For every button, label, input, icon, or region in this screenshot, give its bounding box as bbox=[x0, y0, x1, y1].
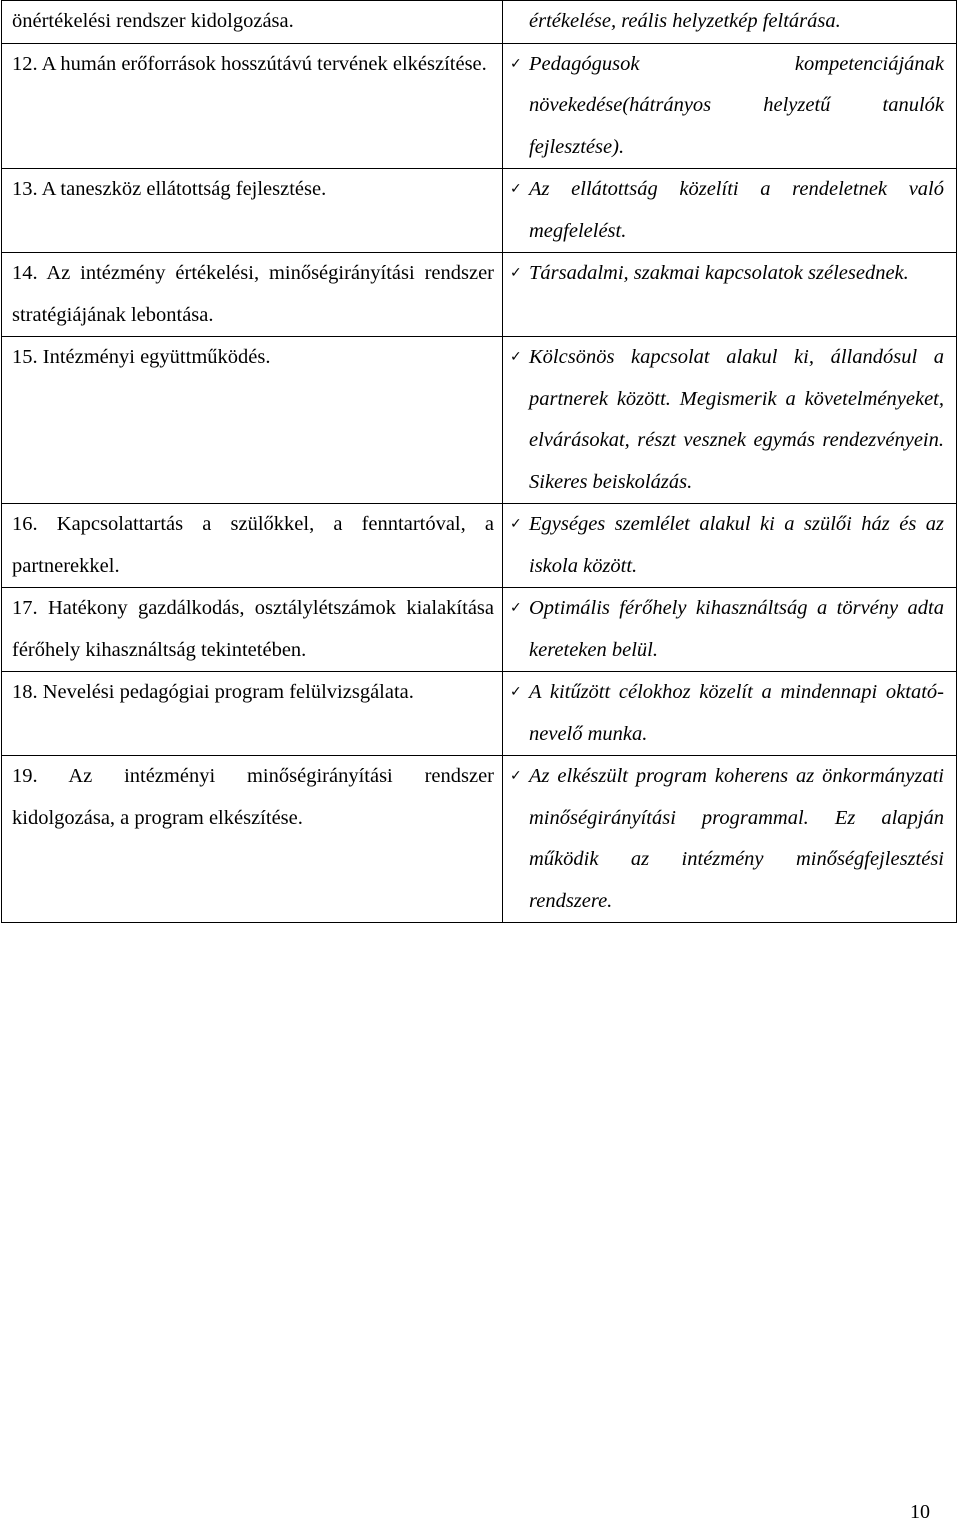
development-plan-table bbox=[1, 0, 957, 923]
checkmark-icon: ✓ bbox=[510, 684, 522, 700]
goal-cell: 19. Az intézményi minőségirányítási rendszer kidolgozása, a program elkészítése. bbox=[2, 756, 503, 923]
result-cell bbox=[503, 337, 957, 504]
result-cell bbox=[503, 169, 957, 253]
result-cell bbox=[503, 253, 957, 337]
result-text: értékelése, reális helyzetkép feltárása. bbox=[529, 10, 841, 32]
checkmark-icon: ✓ bbox=[510, 181, 522, 197]
checkmark-icon: ✓ bbox=[510, 768, 522, 784]
table-row bbox=[2, 253, 957, 337]
result-cell bbox=[503, 756, 957, 923]
result-cell bbox=[503, 588, 957, 672]
table-row bbox=[2, 169, 957, 253]
goal-cell: 14. Az intézmény értékelési, minőségirányítási rendszer stratégiájának lebontása. bbox=[2, 253, 503, 337]
result-text: Optimális férőhely kihasználtság a törvény adta kereteken belül. bbox=[529, 597, 944, 661]
goal-cell: 15. Intézményi együttműködés. bbox=[2, 337, 503, 504]
result-text: Az ellátottság közelíti a rendeletnek való megfelelést. bbox=[529, 178, 944, 242]
table-row bbox=[2, 672, 957, 756]
checkmark-icon: ✓ bbox=[510, 55, 522, 72]
result-cell bbox=[503, 504, 957, 588]
result-text: Egységes szemlélet alakul ki a szülői ház és az iskola között. bbox=[529, 513, 944, 577]
result-text: Pedagógusok kompetenciájának növekedése(hátrányos helyzetű tanulók fejlesztése). bbox=[529, 52, 944, 158]
result-text: Kölcsönös kapcsolat alakul ki, állandósul a partnerek között. Megismerik a követelményeket, elvárásokat, részt vesznek egymás rendezvényein. Sikeres beiskolázás. bbox=[529, 346, 944, 493]
goal-cell: 16. Kapcsolattartás a szülőkkel, a fenntartóval, a partnerekkel. bbox=[2, 504, 503, 588]
page-number: 10 bbox=[910, 1501, 930, 1523]
result-cell bbox=[503, 672, 957, 756]
goal-cell: 18. Nevelési pedagógiai program felülvizsgálata. bbox=[2, 672, 503, 756]
checkmark-icon: ✓ bbox=[510, 265, 522, 281]
table-row bbox=[2, 588, 957, 672]
goal-cell: 13. A taneszköz ellátottság fejlesztése. bbox=[2, 169, 503, 253]
goal-cell: 12. A humán erőforrások hosszútávú tervének elkészítése. bbox=[2, 43, 503, 169]
table-row bbox=[2, 756, 957, 923]
checkmark-icon: ✓ bbox=[510, 516, 522, 532]
result-text: Társadalmi, szakmai kapcsolatok szélesednek. bbox=[529, 262, 909, 284]
table-row bbox=[2, 1, 957, 44]
result-text: Az elkészült program koherens az önkormányzati minőségirányítási programmal. Ez alapján működik az intézmény minőségfejlesztési rendszere. bbox=[529, 765, 944, 912]
goal-cell: 17. Hatékony gazdálkodás, osztálylétszámok kialakítása férőhely kihasználtság tekintetében. bbox=[2, 588, 503, 672]
goal-cell: önértékelési rendszer kidolgozása. bbox=[2, 1, 503, 44]
checkmark-icon: ✓ bbox=[510, 600, 522, 616]
result-text: A kitűzött célokhoz közelít a mindennapi oktató-nevelő munka. bbox=[529, 681, 944, 745]
table-row bbox=[2, 504, 957, 588]
result-cell bbox=[503, 43, 957, 169]
checkmark-icon: ✓ bbox=[510, 349, 522, 365]
table-row bbox=[2, 337, 957, 504]
result-cell bbox=[503, 1, 957, 44]
table-row bbox=[2, 43, 957, 169]
